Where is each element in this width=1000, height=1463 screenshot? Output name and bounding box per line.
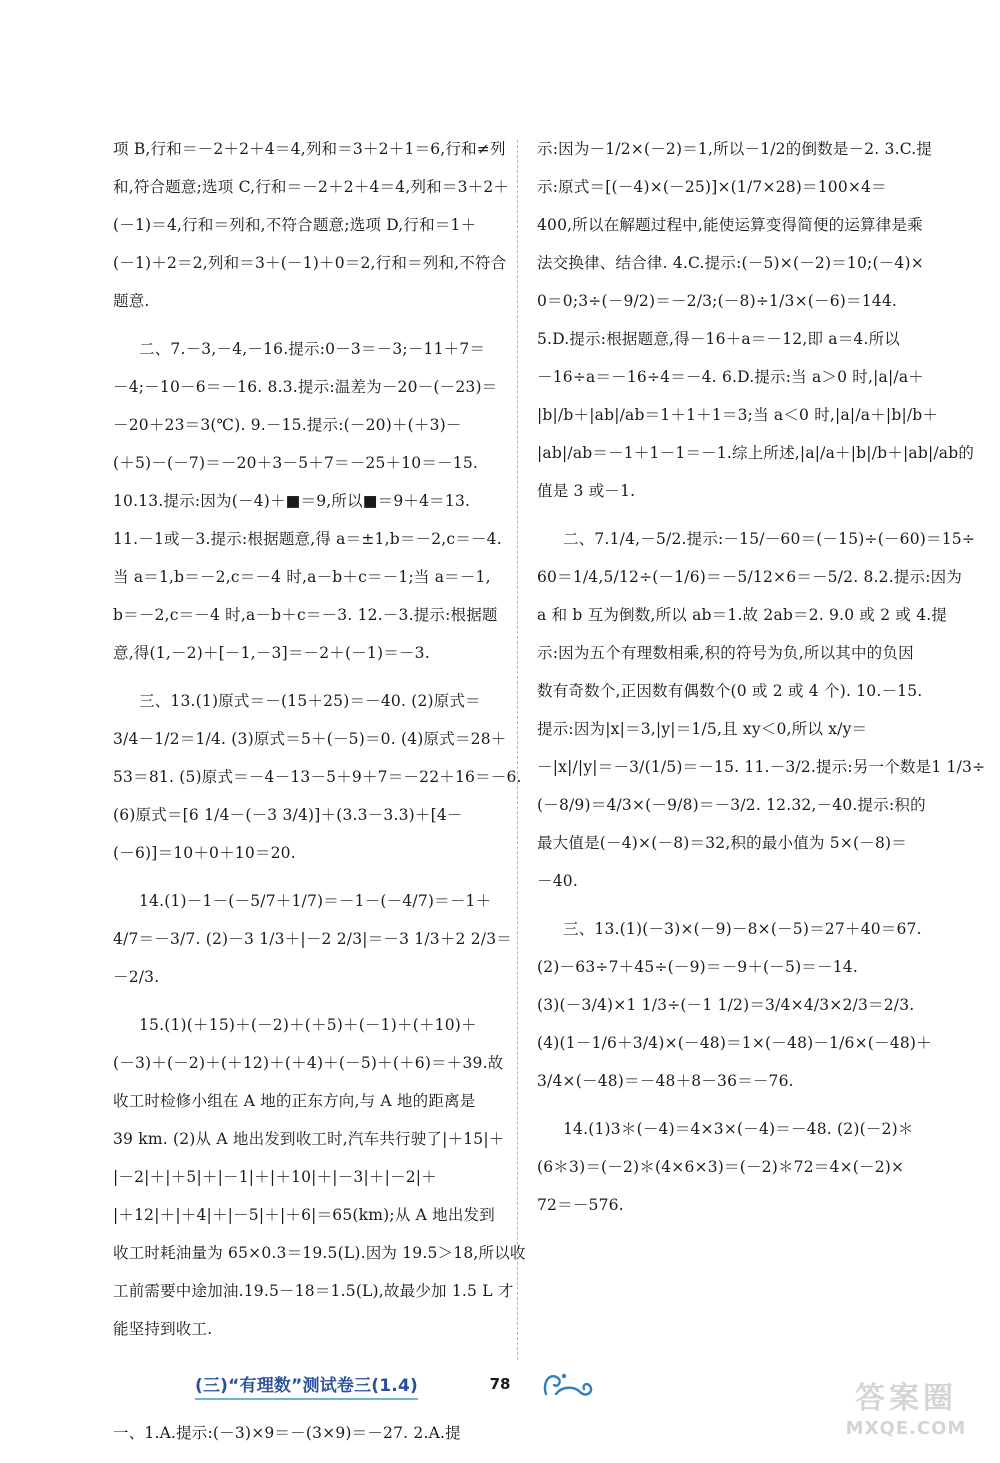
text-line: 收工时耗油量为 65×0.3＝19.5(L).因为 19.5＞18,所以收 — [113, 1244, 526, 1262]
text-line: |b|/b＋|ab|/ab＝1＋1＋1＝3;当 a＜0 时,|a|/a＋|b|/b＋ — [537, 406, 939, 424]
text-line: －2/3. — [113, 968, 160, 986]
text-line: (3)(－3/4)×1 1/3÷(－1 1/2)＝3/4×4/3×2/3＝2/3. — [537, 996, 915, 1014]
text-line: (＋5)－(－7)＝－20＋3－5＋7＝－25＋10＝－15. — [113, 454, 479, 472]
text-line: b＝－2,c＝－4 时,a－b＋c＝－3. 12.－3.提示:根据题 — [113, 606, 498, 624]
text-line: 工前需要中途加油.19.5－18＝1.5(L),故最少加 1.5 L 才 — [113, 1282, 514, 1300]
text-line: 三、13.(1)(－3)×(－9)－8×(－5)＝27＋40＝67. — [563, 920, 922, 938]
text-line: (－1)＋2＝2,列和＝3＋(－1)＋0＝2,行和＝列和,不符合 — [113, 254, 507, 272]
text-line: (－6)]＝10＋0＋10＝20. — [113, 844, 296, 862]
text-line: 项 B,行和＝－2＋2＋4＝4,列和＝3＋2＋1＝6,行和≠列 — [113, 140, 506, 158]
text-line: 一、1.A.提示:(－3)×9＝－(3×9)＝－27. 2.A.提 — [113, 1424, 461, 1442]
text-line: |ab|/ab＝－1＋1－1＝－1.综上所述,|a|/a＋|b|/b＋|ab|/ab的 — [537, 444, 975, 462]
text-line: 3/4－1/2＝1/4. (3)原式＝5＋(－5)＝0. (4)原式＝28＋ — [113, 730, 507, 748]
text-line: (2)－63÷7＋45÷(－9)＝－9＋(－5)＝－14. — [537, 958, 858, 976]
answer-paragraph — [113, 882, 512, 996]
text-line: 示:因为－1/2×(－2)＝1,所以－1/2的倒数是－2. 3.C.提 — [537, 140, 933, 158]
text-line: (－1)＝4,行和＝列和,不符合题意;选项 D,行和＝1＋ — [113, 216, 477, 234]
text-line: 72＝－576. — [537, 1196, 624, 1214]
column-divider — [517, 140, 518, 1360]
text-line: －20＋23＝3(℃). 9.－15.提示:(－20)＋(＋3)－ — [113, 416, 462, 434]
watermark-url: MXQE.COM — [845, 1418, 967, 1439]
text-line: 4/7＝－3/7. (2)－3 1/3＋|－2 2/3|＝－3 1/3＋2 2/3＝ — [113, 930, 512, 948]
text-line: 题意. — [113, 292, 150, 310]
text-line: 三、13.(1)原式＝－(15＋25)＝－40. (2)原式＝ — [139, 692, 481, 710]
text-line: 3/4×(－48)＝－48＋8－36＝－76. — [537, 1072, 794, 1090]
answer-paragraph — [113, 330, 500, 672]
text-line: 能坚持到收工. — [113, 1320, 213, 1338]
right-column — [537, 130, 986, 1224]
text-line: 400,所以在解题过程中,能使运算变得简便的运算律是乘 — [537, 216, 923, 234]
text-line: 提示:因为|x|＝3,|y|＝1/5,且 xy＜0,所以 x/y＝ — [537, 720, 868, 738]
answer-paragraph — [113, 682, 522, 872]
text-line: 当 a＝1,b＝－2,c＝－4 时,a－b＋c＝－1;当 a＝－1, — [113, 568, 491, 586]
text-line: －16÷a＝－16÷4＝－4. 6.D.提示:当 a＞0 时,|a|/a＋ — [537, 368, 924, 386]
answer-paragraph — [537, 1110, 927, 1224]
text-line: 5.D.提示:根据题意,得－16＋a＝－12,即 a＝4.所以 — [537, 330, 901, 348]
answer-paragraph — [113, 1006, 526, 1348]
text-line: 60＝1/4,5/12÷(－1/6)＝－5/12×6＝－5/2. 8.2.提示:因为 — [537, 568, 963, 586]
section-title-text: (三)“有理数”测试卷三(1.4) — [195, 1376, 418, 1400]
watermark-text: 答案圈 — [855, 1381, 957, 1416]
text-line: 示:因为五个有理数相乘,积的符号为负,所以其中的负因 — [537, 644, 914, 662]
watermark-logo — [826, 1381, 986, 1451]
text-line: (4)(1－1/6＋3/4)×(－48)＝1×(－48)－1/6×(－48)＋ — [537, 1034, 932, 1052]
text-line: 39 km. (2)从 A 地出发到收工时,汽车共行驶了|＋15|＋ — [113, 1130, 505, 1148]
text-line: 意,得(1,－2)＋[－1,－3]＝－2＋(－1)＝－3. — [113, 644, 430, 662]
text-line: (6＊3)＝(－2)＊(4×6×3)＝(－2)＊72＝4×(－2)× — [537, 1158, 905, 1176]
text-line: 14.(1)3＊(－4)＝4×3×(－4)＝－48. (2)(－2)＊ — [563, 1120, 914, 1138]
text-line: －40. — [537, 872, 578, 890]
text-line: |＋12|＋|＋4|＋|－5|＋|＋6|＝65(km);从 A 地出发到 — [113, 1206, 495, 1224]
page-number: 78 — [489, 1375, 511, 1393]
text-line: 法交换律、结合律. 4.C.提示:(－5)×(－2)＝10;(－4)× — [537, 254, 924, 272]
text-line: (6)原式＝[6 1/4－(－3 3/4)]＋(3.3－3.3)＋[4－ — [113, 806, 463, 824]
answer-paragraph — [537, 910, 932, 1100]
text-line: 示:原式＝[(－4)×(－25)]×(1/7×28)＝100×4＝ — [537, 178, 887, 196]
text-line: 53＝81. (5)原式＝－4－13－5＋9＋7＝－22＋16＝－6. — [113, 768, 522, 786]
text-line: 二、7.1/4,－5/2.提示:－15/－60＝(－15)÷(－60)＝15÷ — [563, 530, 976, 548]
text-line: |－2|＋|＋5|＋|－1|＋|＋10|＋|－3|＋|－2|＋ — [113, 1168, 437, 1186]
text-line: 最大值是(－4)×(－8)＝32,积的最小值为 5×(－8)＝ — [537, 834, 907, 852]
text-line: (－8/9)＝4/3×(－9/8)＝－3/2. 12.32,－40.提示:积的 — [537, 796, 926, 814]
text-line: (－3)＋(－2)＋(＋12)＋(＋4)＋(－5)＋(＋6)＝＋39.故 — [113, 1054, 504, 1072]
text-line: 0＝0;3÷(－9/2)＝－2/3;(－8)÷1/3×(－6)＝144. — [537, 292, 898, 310]
answer-paragraph — [537, 130, 975, 510]
text-line: 值是 3 或－1. — [537, 482, 636, 500]
text-line: 15.(1)(＋15)＋(－2)＋(＋5)＋(－1)＋(＋10)＋ — [139, 1016, 477, 1034]
answer-paragraph — [113, 1414, 500, 1452]
text-line: －4;－10－6＝－16. 8.3.提示:温差为－20－(－23)＝ — [113, 378, 498, 396]
answer-paragraph — [113, 130, 510, 320]
text-line: 14.(1)－1－(－5/7＋1/7)＝－1－(－4/7)＝－1＋ — [139, 892, 492, 910]
left-column — [113, 130, 526, 1452]
text-line: 10.13.提示:因为(－4)＋■＝9,所以■＝9＋4＝13. — [113, 492, 471, 510]
text-line: 11.－1或－3.提示:根据题意,得 a＝±1,b＝－2,c＝－4. — [113, 530, 502, 548]
text-line: 和,符合题意;选项 C,行和＝－2＋2＋4＝4,列和＝3＋2＋ — [113, 178, 510, 196]
answer-paragraph — [537, 520, 986, 900]
text-line: 二、7.－3,－4,－16.提示:0－3＝－3;－11＋7＝ — [139, 340, 486, 358]
swirl-ornament-icon — [540, 1368, 596, 1402]
text-line: a 和 b 互为倒数,所以 ab＝1.故 2ab＝2. 9.0 或 2 或 4.提 — [537, 606, 948, 624]
text-line: 收工时检修小组在 A 地的正东方向,与 A 地的距离是 — [113, 1092, 476, 1110]
text-line: －|x|/|y|＝－3/(1/5)＝－15. 11.－3/2.提示:另一个数是1 1/3÷ — [537, 758, 986, 776]
text-line: 数有奇数个,正因数有偶数个(0 或 2 或 4 个). 10.－15. — [537, 682, 923, 700]
